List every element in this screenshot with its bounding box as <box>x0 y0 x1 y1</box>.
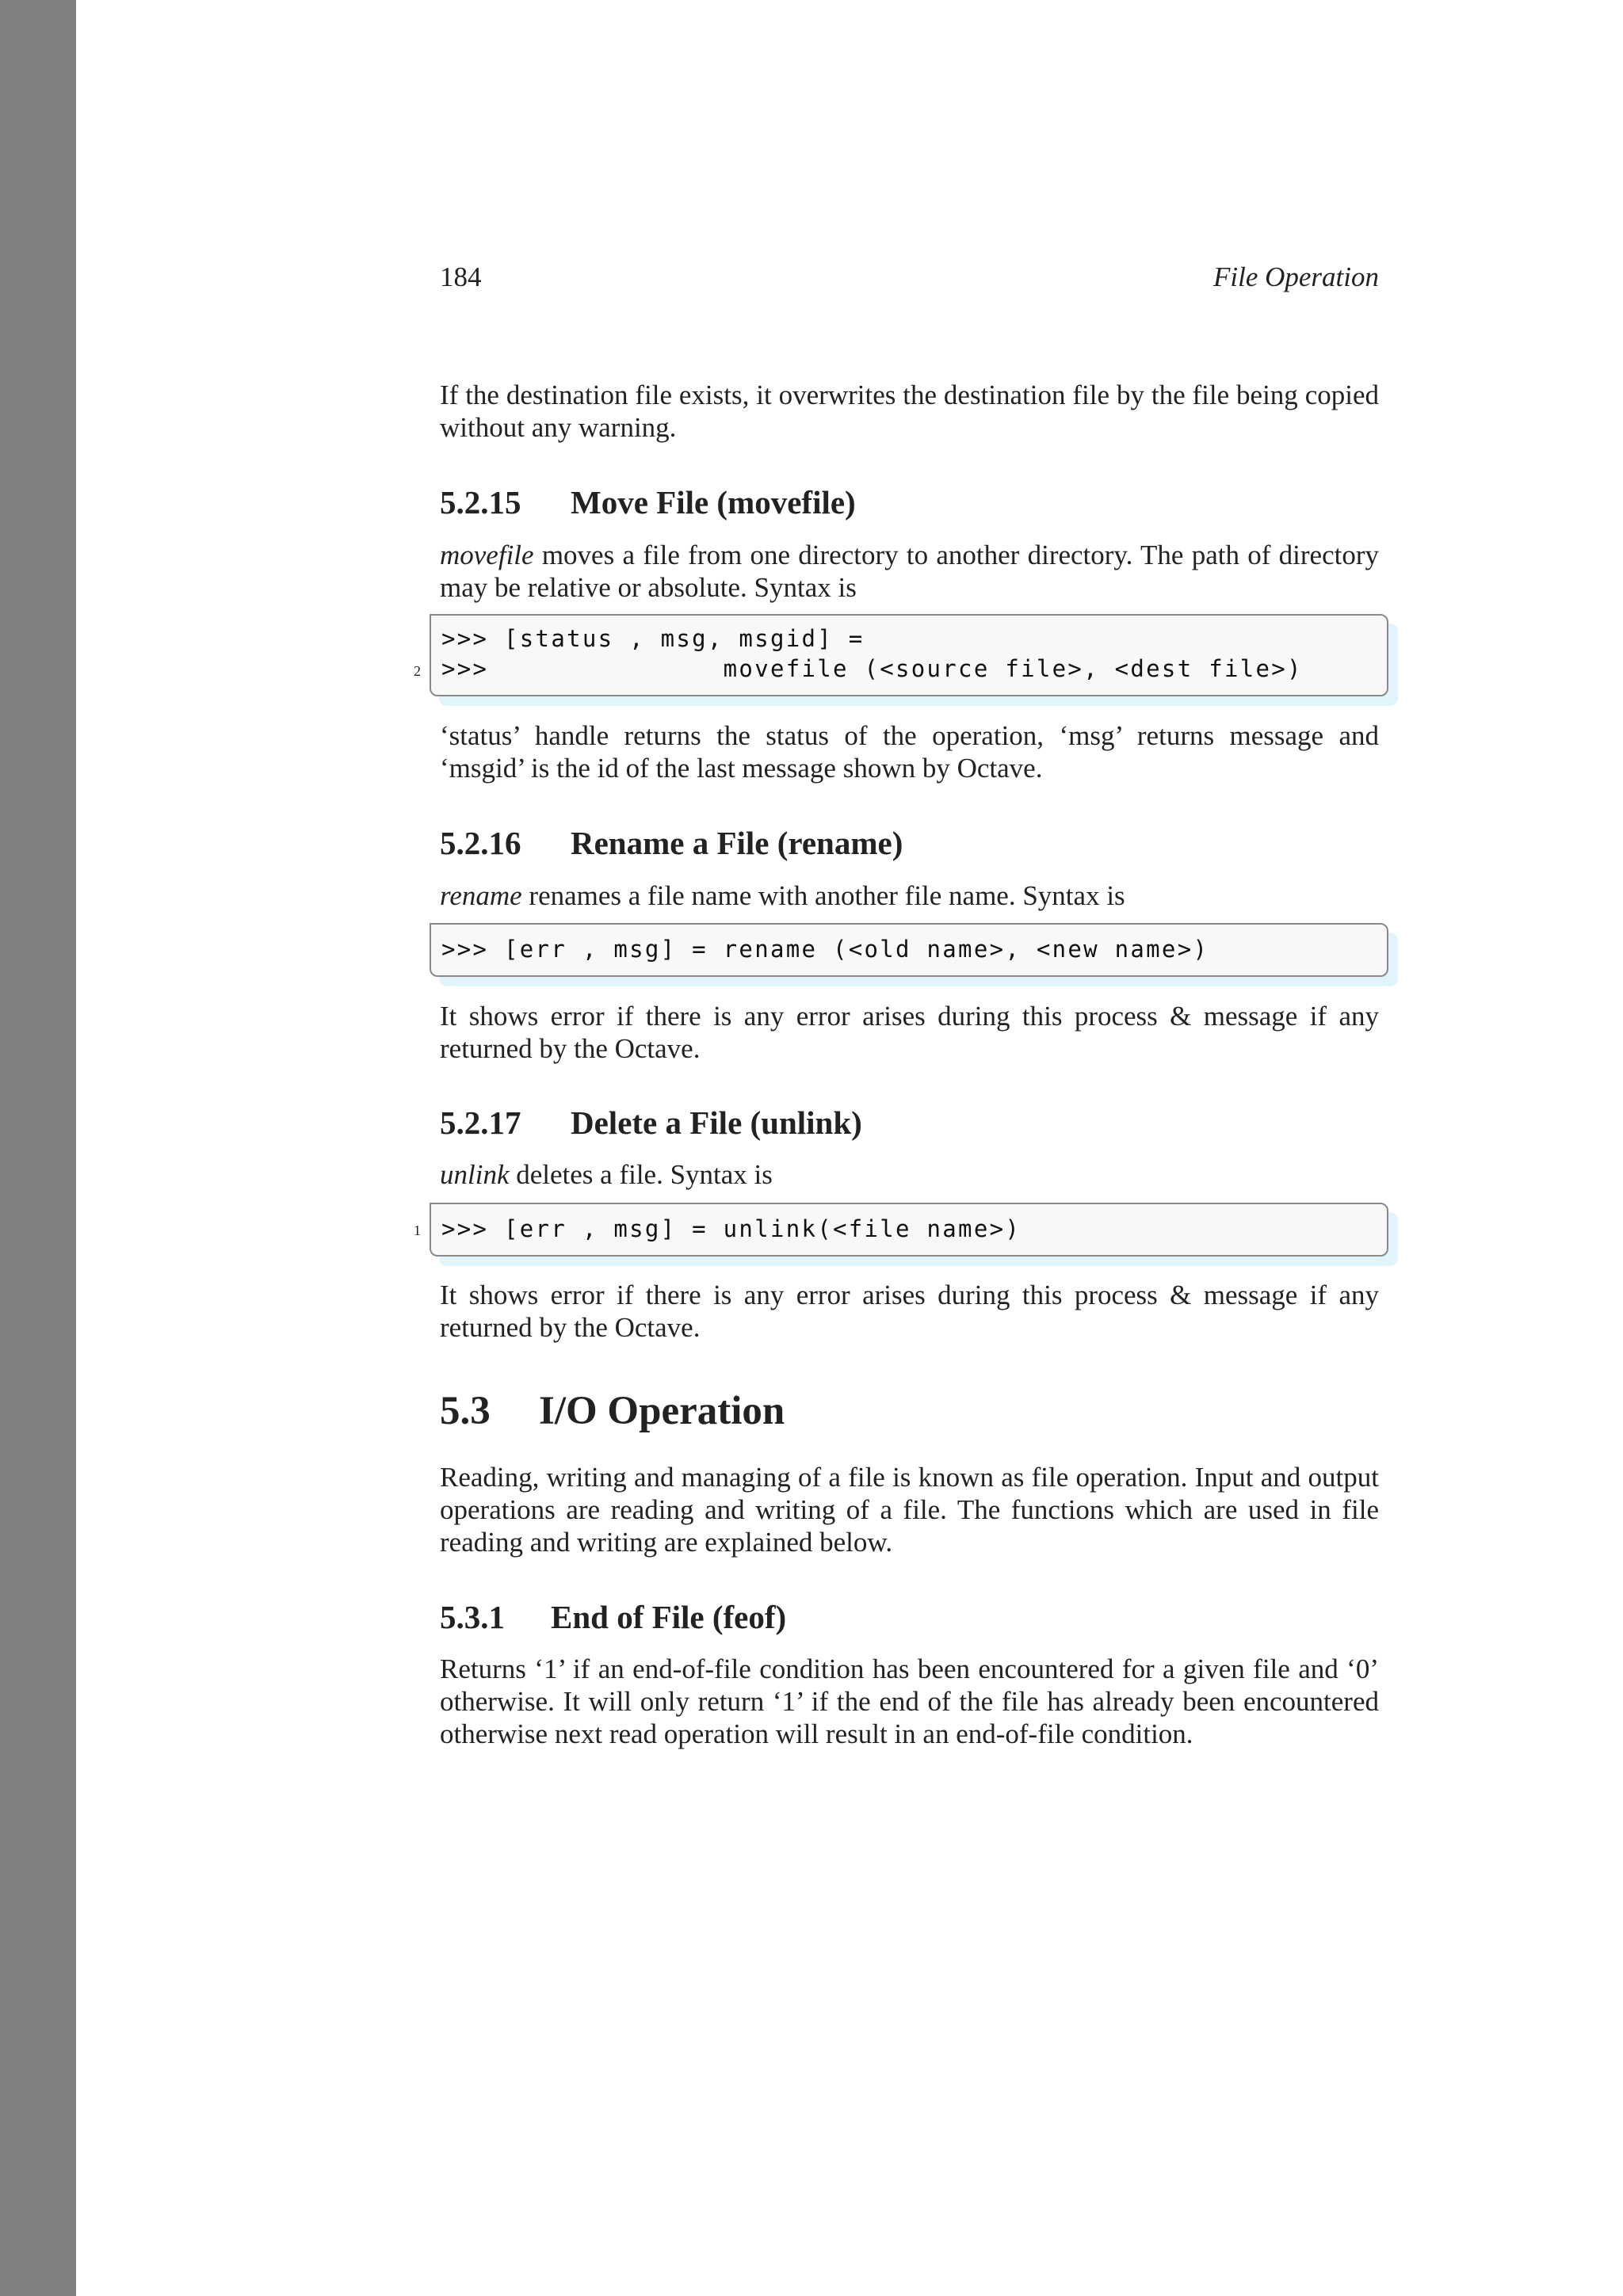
page-number: 184 <box>440 261 482 292</box>
code-line: >>> [status , msg, msgid] = <box>441 625 865 652</box>
description-text: moves a file from one directory to another directory. The path of directory may be relative or absolute. Syntax is <box>440 540 1379 603</box>
section-number: 5.3 <box>440 1389 491 1433</box>
code-block-movefile <box>430 614 1388 696</box>
section-heading-5-3 <box>440 1388 785 1434</box>
code-line: >>> [err , msg] = rename (<old name>, <new name>) <box>441 936 1209 963</box>
section-number: 5.3.1 <box>440 1599 505 1635</box>
section-number: 5.2.15 <box>440 484 521 521</box>
section-title: Rename a File (rename) <box>571 825 903 861</box>
description-text: renames a file name with another file name. Syntax is <box>521 880 1125 911</box>
section-paragraph: It shows error if there is any error arises during this process & message if any returned by the Octave. <box>440 1280 1379 1343</box>
section-heading-5-2-16 <box>440 824 903 862</box>
section-paragraph: Reading, writing and managing of a file is known as file operation. Input and output operations are reading and writing of a file. The functions which are used in file reading and writing are explained below. <box>440 1462 1379 1558</box>
section-heading-5-2-17 <box>440 1104 862 1142</box>
section-description <box>440 879 1379 912</box>
section-heading-5-3-1 <box>440 1598 786 1636</box>
intro-paragraph: If the destination file exists, it overwrites the destination file by the file being copied without any warning. <box>440 379 1379 443</box>
running-title: File Operation <box>1213 261 1379 292</box>
section-paragraph: Returns ‘1’ if an end-of-file condition has been encountered for a given file and ‘0’ otherwise. It will only return ‘1’ if the end of the file has already been encountered otherwise next read operation will result in an end-of-file condition. <box>440 1653 1379 1749</box>
code-block-rename <box>430 923 1388 977</box>
description-text: deletes a file. Syntax is <box>509 1159 773 1190</box>
section-heading-5-2-15 <box>440 483 856 521</box>
section-description <box>440 1158 1379 1191</box>
section-paragraph: It shows error if there is any error arises during this process & message if any returned by the Octave. <box>440 1001 1379 1064</box>
section-title: End of File (feof) <box>551 1599 787 1635</box>
running-header <box>440 261 1379 301</box>
section-paragraph: ‘status’ handle returns the status of the operation, ‘msg’ returns message and ‘msgid’ is the id of the last message shown by Octave. <box>440 720 1379 784</box>
page-margin-bar <box>0 0 76 2296</box>
function-name: rename <box>440 880 522 911</box>
function-name: movefile <box>440 540 534 570</box>
section-number: 5.2.17 <box>440 1104 521 1141</box>
section-title: Delete a File (unlink) <box>571 1104 862 1141</box>
code-line: >>> [err , msg] = unlink(<file name>) <box>441 1215 1022 1242</box>
section-number: 5.2.16 <box>440 825 521 861</box>
section-description <box>440 539 1379 604</box>
section-title: I/O Operation <box>539 1389 785 1433</box>
line-number: 1 <box>414 1222 421 1238</box>
code-block-unlink <box>430 1203 1388 1257</box>
line-number: 2 <box>414 663 421 679</box>
section-title: Move File (movefile) <box>571 484 856 521</box>
code-line: >>> movefile (<source file>, <dest file>) <box>441 655 1303 682</box>
function-name: unlink <box>440 1159 510 1190</box>
